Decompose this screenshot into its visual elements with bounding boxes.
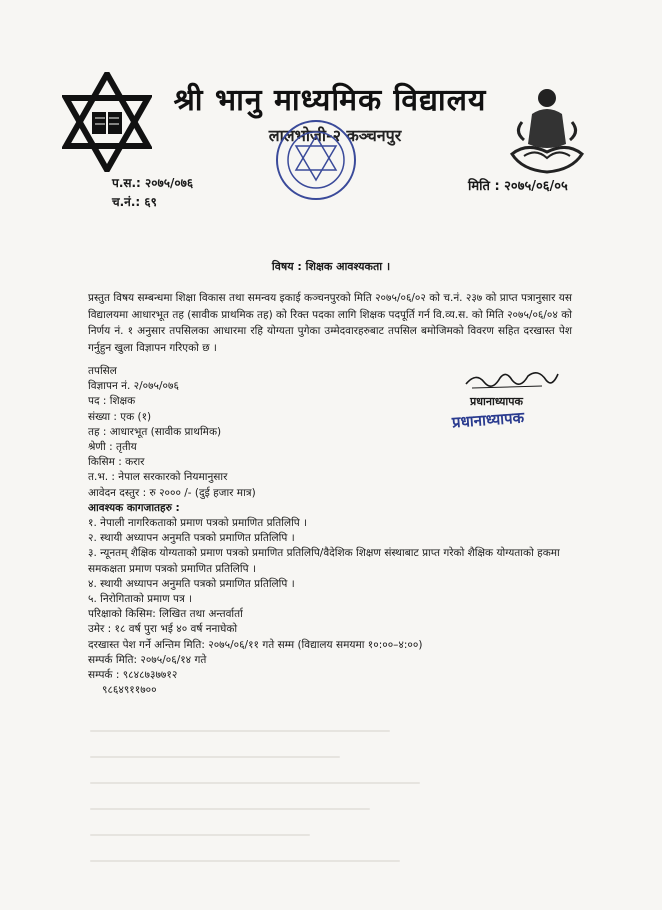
contact-date-field: सम्पर्क मिति: २०७५/०६/१४ गते <box>88 653 207 666</box>
bleed-through-line <box>90 782 420 784</box>
bleed-through-line <box>90 756 340 758</box>
type-field: किसिम : करार <box>88 456 145 469</box>
body-paragraph: प्रस्तुत विषय सम्बन्धमा शिक्षा विकास तथा समन्वय इकाई कञ्चनपुरको मिति २०७५/०६/०२ को च.नं. २३७ को प्राप्त पत्रानुसार यस विद्यालयमा आधारभूत तह (सावीक प्राथमिक तह) को रिक्त पदका लागि शिक्षक पदपूर्ति गर्न वि.व्य.स. को मिति २०७५/०६/०४ को निर्णय नं. १ अनुसार तपसिलका आधारमा रहि योग्यता पुगेका उम्मेदवारहरुबाट तपसिल बमोजिमको विवरण सहित दरखास्त पेश गर्नुहुन खुला विज्ञापन गरिएको छ । <box>88 292 572 354</box>
documents-heading: आवश्यक कागजातहरु : <box>88 501 180 514</box>
school-name: श्री भानु माध्यमिक विद्यालय <box>173 83 487 118</box>
reference-block <box>112 174 193 212</box>
document-item: ३. न्यूनतम् शैक्षिक योग्यताको प्रमाण पत्रको प्रमाणित प्रतिलिपि/वैदेशिक शिक्षण संस्थाबाट प्राप्त गरेको शैक्षिक योग्यताको हकमा समकक्षता प्रमाण पत्रको प्रमाणित प्रतिलिपि । <box>88 547 560 575</box>
document-item: १. नेपाली नागरिकताको प्रमाण पत्रको प्रमाणित प्रतिलिपि । <box>88 517 308 530</box>
salary-field: त.भ. : नेपाल सरकारको नियमानुसार <box>88 471 228 484</box>
details-heading: तपसिल <box>88 365 117 377</box>
deadline-field: दरखास्त पेश गर्ने अन्तिम मिति: २०७५/०६/११ गते सम्म (विद्यालय समयमा १०:००–४:००) <box>88 638 423 651</box>
count-field: संख्या : एक (१) <box>88 410 152 423</box>
document-item: ४. स्थायी अध्यापन अनुमति पत्रको प्रमाणित प्रतिलिपि । <box>88 577 295 590</box>
school-seal-icon <box>274 118 358 202</box>
saraswati-figure-icon <box>502 82 592 177</box>
contact-secondary: ९८६४९११७०० <box>102 684 157 697</box>
bleed-through-line <box>90 860 400 862</box>
reference-number: प.स.: २०७५/०७६ <box>112 176 194 190</box>
bleed-through-line <box>90 730 390 732</box>
details-section <box>88 364 568 698</box>
school-logo-star-icon <box>62 72 152 172</box>
document-item: ५. निरोगिताको प्रमाण पत्र । <box>88 593 193 606</box>
fee-field: आवेदन दस्तुर : रु २००० /- (दुई हजार मात्र) <box>88 486 256 499</box>
level-field: तह : आधारभूत (सावीक प्राथमिक) <box>88 425 222 438</box>
age-field: उमेर : १८ वर्ष पुरा भई ४० वर्ष ननाघेको <box>88 623 238 636</box>
dispatch-number: च.नं.: ६९ <box>112 195 157 209</box>
contact-field: सम्पर्क : ९८४८७३७७१२ <box>88 669 178 682</box>
head-teacher-stamp: प्रधानाध्यापक <box>451 408 525 432</box>
signatory-title: प्रधानाध्यापक <box>470 395 523 408</box>
document-item: २. स्थायी अध्यापन अनुमति पत्रको प्रमाणित प्रतिलिपि । <box>88 532 295 545</box>
post-field: पद : शिक्षक <box>88 395 136 408</box>
advert-number: विज्ञापन नं. २/०७५/०७६ <box>88 380 179 393</box>
bleed-through-line <box>90 808 370 810</box>
class-field: श्रेणी : तृतीय <box>88 441 137 454</box>
subject-line: विषय : शिक्षक आवश्यकता । <box>271 260 391 273</box>
school-address: लालभोजी-२ कञ्चनपुर <box>268 126 402 145</box>
letter-date: मिति : २०७५/०६/०५ <box>468 179 568 194</box>
exam-type-field: परिक्षाको किसिम: लिखित तथा अन्तर्वार्ता <box>88 608 243 621</box>
bleed-through-line <box>90 834 310 836</box>
